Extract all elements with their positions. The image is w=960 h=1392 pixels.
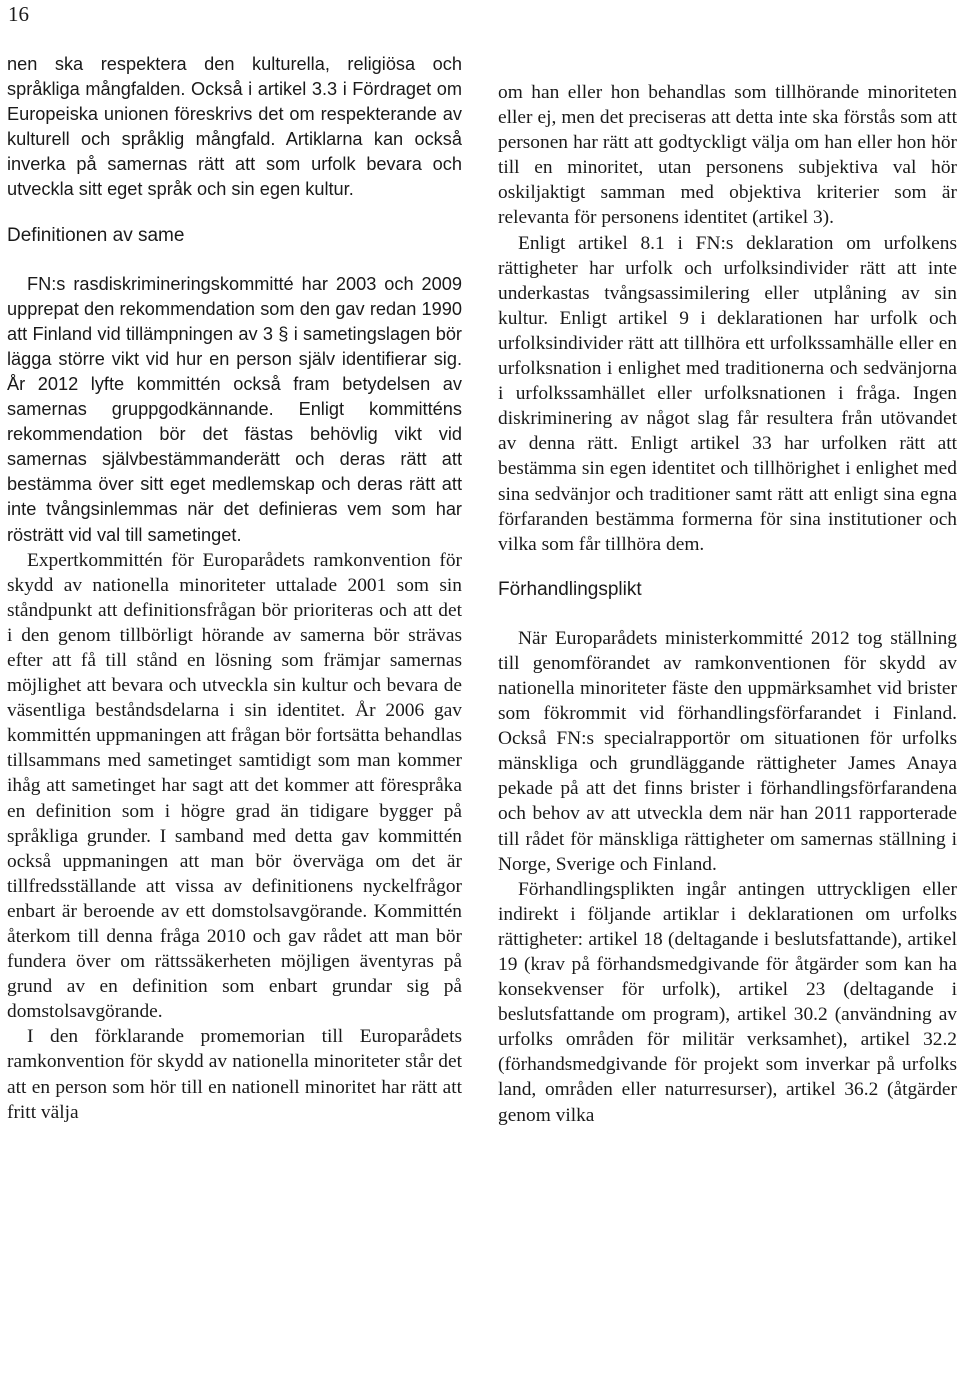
- paragraph-negotiation-articles: Förhandlingsplikten ingår antingen uttryckligen eller indirekt i följande artiklar i deklarationen om urfolks rättigheter: artikel 18 (deltagande i beslutsfattande), artikel 19 (krav på förhandsmedgivande för åtgärder som kan ha konsekvenser för urfolk), artikel 23 (deltagande i beslutsfattande om program), artikel 30.2 (användning av urfolks områden för militär verksamhet), artikel 32.2 (förhandsmedgivande för projekt som inverkar på urfolks land, områden eller naturresurser), artikel 36.2 (åtgärder genom vilka: [498, 878, 957, 1126]
- paragraph-explanatory-memorandum: I den förklarande promemorian till Europarådets ramkonvention för skydd av nationella minoriteter står det att en person som hör till en nationell minoritet har rätt att fritt välja: [7, 1026, 462, 1123]
- right-column: [498, 80, 957, 1128]
- page-number: 16: [8, 2, 29, 26]
- section-heading-negotiation-duty: Förhandlingsplikt: [498, 578, 642, 600]
- paragraph-minority-choice: om han eller hon behandlas som tillhörande minoriteten eller ej, men det preciseras att detta inte ska förstås som att personen har rätt att godtyckligt välja om han eller hon hör till en minoritet, utan personens subjektiva val hör oskiljaktigt samman med objektiva kriterier som är relevanta för personens identitet (artikel 3).: [498, 82, 957, 229]
- paragraph-expert-committee: Expertkommittén för Europarådets ramkonvention för skydd av nationella minoriteter uttalade 2001 som sin ståndpunkt att definitionsfrågan bör prioriteras och att det i den genom tillbörligt hörande av samerna bör strävas efter att få till stånd en lösning som främjar samernas möjlighet att bevara och utveckla sin kultur och bevara de väsentliga beståndsdelarna i sin identitet. År 2006 gav kommittén uppmaningen att frågan bör fortsätta behandlas tillsammans med sametinget samtidigt som man kommer ihåg att sametinget har sagt att det kommer att förespråka en definition som i högre grad än tidigare bygger på språkliga grunder. I samband med detta gav kommittén också uppmaningen att man bör överväga om det är tillfredsställande att vissa av definitionens nyckelfrågor enbart är beroende av ett domstolsavgörande. Kommittén återkom till denna fråga 2010 och gav rådet att man bör fundera över om rättssäkerheten möjligen äventyras på grund av en definition som enbart grundar sig på domstolsavgörande.: [7, 549, 462, 1023]
- paragraph-committee-recommendation: FN:s rasdiskrimineringskommitté har 2003 och 2009 upprepat den rekommendation som den gav redan 1990 att Finland vid tillämpningen av 3 § i sametingslagen bör lägga större vikt vid hur en person själv identifierar sig. År 2012 lyfte kommittén också fram betydelsen av samernas gruppgodkännande. Enligt kommitténs rekommendation bör det fästas behövlig vikt vid samernas självbestämmanderätt och deras rätt att bestämma över sitt eget medlemskap och deras rätt att inte tvångsinlemmas när det definieras vem som har rösträtt vid val till sametinget.: [7, 273, 462, 545]
- section-heading-definition: Definitionen av same: [7, 224, 185, 246]
- intro-paragraph: nen ska respektera den kulturella, religiösa och språkliga mångfalden. Också i artikel 3.3 i Fördraget om Europeiska unionen föreskrivs det om respekterande av kulturell och språklig mångfald. Artiklarna kan också inverka på samernas rätt att som urfolk bevara och utveckla sitt eget språk och sin egen kultur.: [7, 54, 462, 200]
- paragraph-ministers-committee: När Europarådets ministerkommitté 2012 tog ställning till genomförandet av ramkonventionen för skydd av nationella minoriteter fäste den uppmärksamhet vid brister som fökrommit vid förhandlingsförfarandet i Finland. Också FN:s specialrapportör om situationen för urfolks mänskliga och grundläggande rättigheter James Anaya pekade på att det finns brister i förhandlingsförfarandena och behov av att utveckla dem när han 2011 rapporterade till rådet för mänskliga rättigheter om samernas ställning i Norge, Sverige och Finland.: [498, 627, 957, 875]
- paragraph-un-declaration: Enligt artikel 8.1 i FN:s deklaration om urfolkens rättigheter har urfolk och urfolksindivider rätt att inte underkastas tvångsassimilering eller utplåning av sin kultur. Enligt artikel 9 i deklarationen har urfolk och urfolksindivider rätt att tillhöra ett urfolkssamhälle eller en urfolksnation i enlighet med traditionerna och sedvänjorna i urfolkssamhället eller urfolksnationen i fråga. Ingen diskriminering av något slag får resultera från utövandet av denna rätt. Enligt artikel 33 har urfolken rätt att bestämma sin egen identitet och tillhörighet i enlighet med sina sedvänjor och traditioner samt rätt att enligt sina egna förfaranden bestämma formerna för sina institutioner och vilka som får tillhöra dem.: [498, 232, 957, 555]
- left-column: [7, 52, 462, 1125]
